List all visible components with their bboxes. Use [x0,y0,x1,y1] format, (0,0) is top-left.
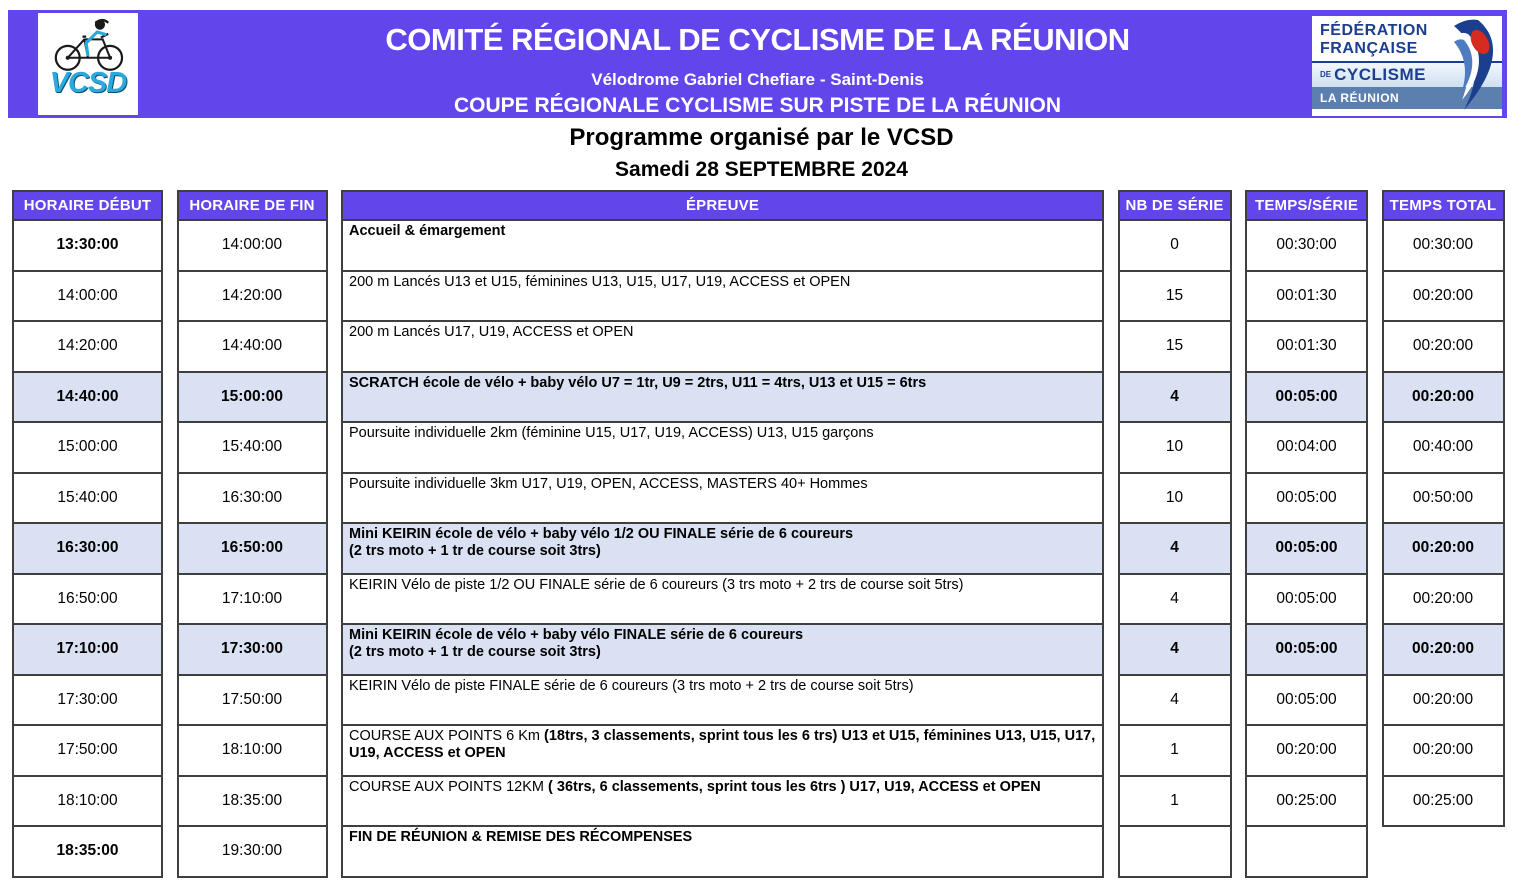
temps-serie-cell: 00:05:00 [1247,674,1366,725]
temps-total-cell: 00:30:00 [1384,219,1503,270]
horaire-fin-cell: 14:20:00 [179,270,326,321]
epreuve-text-line: (2 trs moto + 1 tr de course soit 3trs) [349,543,601,560]
ffc-de: DE [1320,70,1332,79]
temps-total-cell: 00:20:00 [1384,674,1503,725]
epreuve-cell [343,219,1102,270]
banner-event: COUPE RÉGIONALE CYCLISME SUR PISTE DE LA RÉUNION [453,94,1062,117]
epreuve-text-line: Mini KEIRIN école de vélo + baby vélo FINALE série de 6 coureurs [349,627,804,643]
program-title: Programme organisé par le VCSD [569,124,954,151]
horaire-fin-cell: 16:30:00 [179,472,326,523]
nb-serie-cell: 15 [1120,270,1230,321]
temps-total-cell: 00:20:00 [1384,724,1503,775]
horaire-debut-cell: 15:40:00 [14,472,161,523]
column-horaire-fin [177,190,328,878]
nb-serie-cell: 0 [1120,219,1230,270]
temps-total-cell: 00:40:00 [1384,421,1503,472]
epreuve-cell [343,421,1102,472]
epreuve-text-line: COURSE AUX POINTS 6 Km (18trs, 3 classements, sprint tous les 6 trs) U13 et U15, féminines U13, U15, U17, U19, ACCESS et OPEN [349,728,1096,762]
nb-serie-cell: 4 [1120,522,1230,573]
epreuve-text-line: FIN DE RÉUNION & REMISE DES RÉCOMPENSES [349,829,693,845]
temps-total-cell: 00:20:00 [1384,522,1503,573]
epreuve-text-line: (2 trs moto + 1 tr de course soit 3trs) [349,644,601,661]
horaire-fin-cell: 18:10:00 [179,724,326,775]
epreuve-cell [343,472,1102,523]
schedule-table [12,190,1505,878]
horaire-debut-cell: 16:50:00 [14,573,161,624]
nb-serie-cell: 1 [1120,724,1230,775]
nb-serie-cell: 4 [1120,674,1230,725]
horaire-debut-cell: 17:30:00 [14,674,161,725]
temps-serie-cell: 00:05:00 [1247,522,1366,573]
vcsd-logo [38,13,138,115]
epreuve-text-line: KEIRIN Vélo de piste FINALE série de 6 coureurs (3 trs moto + 2 trs de course soit 5trs) [349,677,914,694]
temps-serie-cell: 00:30:00 [1247,219,1366,270]
epreuve-text-line: Poursuite individuelle 2km (féminine U15, U17, U19, ACCESS) U13, U15 garçons [349,425,874,441]
column-header-temps-serie: TEMPS/SÉRIE [1247,192,1366,219]
temps-serie-cell: 00:04:00 [1247,421,1366,472]
horaire-debut-cell: 17:50:00 [14,724,161,775]
epreuve-text-line: 200 m Lancés U17, U19, ACCESS et OPEN [349,324,634,340]
epreuve-text-line: COURSE AUX POINTS 12KM ( 36trs, 6 classements, sprint tous les 6trs ) U17, U19, ACCESS et OPEN [349,778,1041,795]
ffc-line4: LA RÉUNION [1312,87,1502,109]
epreuve-text-line: Mini KEIRIN école de vélo + baby vélo 1/2 OU FINALE série de 6 coureurs [349,526,854,542]
temps-serie-cell: 00:01:30 [1247,320,1366,371]
horaire-fin-cell: 17:50:00 [179,674,326,725]
temps-total-cell: 00:20:00 [1384,623,1503,674]
epreuve-cell [343,775,1102,826]
column-epreuve [341,190,1104,878]
column-horaire-debut [12,190,163,878]
event-date: Samedi 28 SEPTEMBRE 2024 [615,158,908,181]
column-header-nb-serie: NB DE SÉRIE [1120,192,1230,219]
vcsd-logo-text: VCSD [49,67,127,99]
temps-total-cell: 00:20:00 [1384,320,1503,371]
horaire-debut-cell: 18:35:00 [14,825,161,876]
column-header-epreuve: ÉPREUVE [343,192,1102,219]
temps-total-cell: 00:25:00 [1384,775,1503,826]
temps-total-cell: 00:20:00 [1384,371,1503,422]
nb-serie-cell: 10 [1120,421,1230,472]
horaire-debut-cell: 14:20:00 [14,320,161,371]
ffc-logo [1312,16,1502,116]
epreuve-text-line: SCRATCH école de vélo + baby vélo U7 = 1tr, U9 = 2trs, U11 = 4trs, U13 et U15 = 6trs [349,374,927,391]
epreuve-text-line: 200 m Lancés U13 et U15, féminines U13, U15, U17, U19, ACCESS et OPEN [349,273,851,290]
horaire-debut-cell: 13:30:00 [14,219,161,270]
horaire-fin-cell: 16:50:00 [179,522,326,573]
horaire-debut-cell: 17:10:00 [14,623,161,674]
ffc-swoosh-icon [1428,18,1500,116]
header-banner [8,10,1507,118]
epreuve-cell [343,674,1102,725]
cyclist-icon [42,13,134,73]
nb-serie-cell: 4 [1120,623,1230,674]
horaire-fin-cell: 17:30:00 [179,623,326,674]
epreuve-cell [343,270,1102,321]
banner-venue: Vélodrome Gabriel Chefiare - Saint-Denis [591,70,924,89]
nb-serie-cell: 4 [1120,371,1230,422]
epreuve-cell [343,573,1102,624]
epreuve-text-line: Poursuite individuelle 3km U17, U19, OPEN, ACCESS, MASTERS 40+ Hommes [349,475,868,492]
horaire-debut-cell: 16:30:00 [14,522,161,573]
horaire-fin-cell: 14:00:00 [179,219,326,270]
horaire-fin-cell: 15:00:00 [179,371,326,422]
horaire-debut-cell: 15:00:00 [14,421,161,472]
nb-serie-cell [1120,825,1230,876]
temps-total-cell: 00:20:00 [1384,270,1503,321]
epreuve-cell [343,724,1102,775]
temps-total-cell: 00:20:00 [1384,573,1503,624]
column-temps-serie [1245,190,1368,878]
column-header-horaire-debut: HORAIRE DÉBUT [14,192,161,219]
temps-serie-cell: 00:01:30 [1247,270,1366,321]
nb-serie-cell: 15 [1120,320,1230,371]
column-nb-serie [1118,190,1232,878]
horaire-fin-cell: 19:30:00 [179,825,326,876]
epreuve-cell [343,522,1102,573]
epreuve-cell [343,825,1102,876]
nb-serie-cell: 1 [1120,775,1230,826]
epreuve-text-line: Accueil & émargement [349,223,506,239]
epreuve-cell [343,371,1102,422]
temps-serie-cell: 00:05:00 [1247,472,1366,523]
horaire-fin-cell: 15:40:00 [179,421,326,472]
ffc-line2: FRANÇAISE [1320,40,1418,57]
epreuve-cell [343,623,1102,674]
horaire-fin-cell: 14:40:00 [179,320,326,371]
temps-total-cell: 00:50:00 [1384,472,1503,523]
column-temps-total [1382,190,1505,827]
horaire-debut-cell: 18:10:00 [14,775,161,826]
ffc-line3: CYCLISME [1334,65,1426,84]
temps-serie-cell [1247,825,1366,876]
ffc-line1: FÉDÉRATION [1320,22,1428,39]
banner-title: COMITÉ RÉGIONAL DE CYCLISME DE LA RÉUNION [385,22,1130,57]
column-header-horaire-fin: HORAIRE DE FIN [179,192,326,219]
temps-serie-cell: 00:05:00 [1247,371,1366,422]
column-header-temps-total: TEMPS TOTAL [1384,192,1503,219]
horaire-fin-cell: 18:35:00 [179,775,326,826]
temps-serie-cell: 00:05:00 [1247,573,1366,624]
epreuve-text-line: KEIRIN Vélo de piste 1/2 OU FINALE série de 6 coureurs (3 trs moto + 2 trs de course soit 5trs) [349,576,964,593]
temps-serie-cell: 00:05:00 [1247,623,1366,674]
horaire-debut-cell: 14:00:00 [14,270,161,321]
horaire-fin-cell: 17:10:00 [179,573,326,624]
nb-serie-cell: 10 [1120,472,1230,523]
nb-serie-cell: 4 [1120,573,1230,624]
temps-serie-cell: 00:25:00 [1247,775,1366,826]
epreuve-cell [343,320,1102,371]
temps-serie-cell: 00:20:00 [1247,724,1366,775]
horaire-debut-cell: 14:40:00 [14,371,161,422]
